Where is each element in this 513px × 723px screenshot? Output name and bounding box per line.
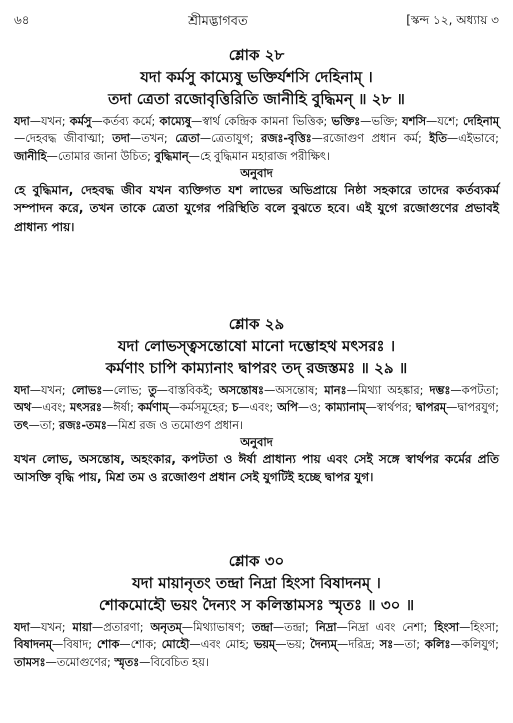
synonym-meaning: তমোগুণের bbox=[56, 655, 107, 669]
synonym-term: রজঃ-বৃত্তিঃ bbox=[261, 132, 312, 146]
synonym-meaning: প্রতারণা bbox=[103, 621, 140, 634]
synonym-term: কাম্যানাম্ bbox=[325, 401, 366, 415]
verse-line: যদা কর্মসু কাম্যেষু ভক্তির্যশসি দেহিনাম্ । bbox=[140, 68, 373, 86]
synonym-term: তন্দ্রা bbox=[251, 621, 273, 634]
synonym-meaning: ও bbox=[309, 401, 318, 415]
book-title: শ্রীমদ্ভাগবত bbox=[188, 13, 248, 29]
synonym-meaning: ঈর্ষা bbox=[113, 401, 131, 415]
synonym-meaning: তা bbox=[39, 418, 52, 432]
chapter-reference: [স্কন্দ ১২, অধ্যায় ৩ bbox=[406, 13, 499, 27]
synonym-term: দৈন্যম্ bbox=[310, 638, 337, 652]
synonym-term: দম্ভঃ bbox=[429, 384, 451, 397]
verse-30 bbox=[14, 550, 499, 671]
synonym-meaning: তখন bbox=[141, 132, 164, 146]
word-meanings: যদা—যখন; কর্মসু—কর্তব্য কর্মে; কাম্যেষু—স্বার্থ কেন্দ্রিক কামনা ভিত্তিক; ভক্তিঃ—ভক্তি; যশসি—যশে; দেহিনাম্—দেহবদ্ধ জীবাত্মা; তদা—তখন; ত্রেতা—ত্রেতাযুগ; রজঃ-বৃত্তিঃ—রজোগুণ প্রধান কর্ম; ইতি—এইভাবে; জানীহি—তোমার জানা উচিত; বুদ্ধিমান্—হে বুদ্ধিমান মহারাজ পরীক্ষিৎ। bbox=[14, 115, 500, 163]
synonym-term: তদা bbox=[112, 132, 130, 146]
synonym-meaning: যশে bbox=[437, 115, 456, 128]
synonym-term: মানঃ bbox=[324, 384, 347, 397]
verse-29 bbox=[14, 313, 499, 487]
synonym-term: মায়া bbox=[72, 621, 92, 634]
synonym-meaning: এবং bbox=[42, 401, 63, 415]
synonym-meaning: মিথ্যা অহঙ্কার bbox=[357, 384, 420, 397]
synonym-term: ভয়ম্ bbox=[253, 638, 276, 652]
translation-heading: অনুবাদ bbox=[240, 165, 273, 180]
synonym-term: তৎ bbox=[14, 418, 29, 432]
synonym-meaning: কপটতা bbox=[461, 384, 496, 397]
synonym-meaning: যখন bbox=[41, 621, 62, 634]
verse-line: যদা লোভস্ত্বসন্তোষো মানো দম্ভোহথ মৎসরঃ । bbox=[117, 337, 396, 355]
translation: হে বুদ্ধিমান, দেহবদ্ধ জীব যখন ব্যক্তিগত যশ লাভের অভিপ্রায়ে নিষ্ঠা সহকারে তাদের কর্তব্যকর্ম সম্পাদন করে, তখন তাকে ত্রেতা যুগের পরিস্থিতি বলে বুঝতে হবে। এই যুগে রজোগুণের প্রভাবই প্রাধান্য পায়। bbox=[14, 182, 499, 234]
synonym-meaning: তন্দ্রা bbox=[284, 621, 306, 634]
synonym-term: ইতি bbox=[429, 132, 447, 146]
synonym-term: অনৃতম্ bbox=[150, 621, 182, 634]
synonym-meaning: কলিযুগ bbox=[461, 638, 496, 652]
synonym-meaning: তোমার জানা উচিত bbox=[57, 149, 148, 163]
synonym-term: ভক্তিঃ bbox=[331, 115, 361, 128]
synonym-meaning: কর্মসমূহের bbox=[179, 401, 225, 415]
synonym-meaning: ত্রেতাযুগ bbox=[211, 132, 250, 146]
synonym-term: শোক bbox=[96, 638, 120, 652]
synonym-term: হিংসা bbox=[434, 621, 460, 634]
synonym-meaning: দ্বাপরযুগ bbox=[457, 401, 496, 415]
verse-line: শোকমোহৌ ভয়ং দৈন্যং স কলিস্তামসঃ স্মৃতঃ ॥ ৩০ ॥ bbox=[98, 596, 415, 614]
translation: যখন লোভ, অসন্তোষ, অহংকার, কপটতা ও ঈর্ষা প্রাধান্য পায় এবং সেই সঙ্গে স্বার্থপর কর্মের প্রতি আসক্তি বৃদ্ধি পায়, মিশ্র তম ও রজোগুণ প্রধান সেই যুগটিই হচ্ছে দ্বাপর যুগ। bbox=[14, 451, 499, 485]
synonym-term: তু bbox=[148, 384, 157, 397]
synonym-term: মোহৌ bbox=[161, 638, 190, 652]
verse-line: কর্মণাং চাপি কাম্যানাং দ্বাপরং তদ্ রজস্তমঃ ॥ ২৯ ॥ bbox=[105, 359, 408, 377]
synonym-term: ত্রেতা bbox=[175, 132, 200, 146]
synonym-term: লোভঃ bbox=[71, 384, 103, 397]
synonym-meaning: শোক bbox=[130, 638, 154, 652]
verse-28 bbox=[14, 44, 499, 236]
synonym-term: রজঃ-তমঃ bbox=[58, 418, 107, 432]
synonym-meaning: বাস্তবিকই bbox=[167, 384, 209, 397]
synonym-meaning: স্বার্থপর bbox=[376, 401, 409, 415]
verse-line: যদা মায়ানৃতং তন্দ্রা নিদ্রা হিংসা বিষাদনম্ । bbox=[132, 574, 381, 592]
page-header bbox=[14, 12, 499, 32]
synonym-term: যদা bbox=[14, 384, 30, 397]
synonym-term: কাম্যেষু bbox=[159, 115, 192, 128]
synonym-term: জানীহি bbox=[14, 149, 47, 163]
verse-heading: শ্লোক ৩০ bbox=[228, 552, 285, 570]
verse-heading: শ্লোক ২৯ bbox=[228, 315, 285, 333]
synonym-term: কর্মণাম্ bbox=[137, 401, 169, 415]
verse-line: তদা ত্রেতা রজোবৃত্তিরিতি জানীহি বুদ্ধিমন্ ॥ ২৮ ॥ bbox=[108, 90, 405, 108]
word-meanings: যদা—যখন; লোভঃ—লোভ; তু—বাস্তবিকই; অসন্তোষঃ—অসন্তোষ; মানঃ—মিথ্যা অহঙ্কার; দম্ভঃ—কপটতা; অথ—এবং; মৎসরঃ—ঈর্ষা; কর্মণাম্—কর্মসমূহের; চ—এবং; অপি—ও; কাম্যানাম্—স্বার্থপর; দ্বাপরম্—দ্বাপরযুগ; তৎ—তা; রজঃ-তমঃ—মিশ্র রজ ও তমোগুণ প্রধান। bbox=[14, 384, 499, 432]
synonym-meaning: কর্তব্য কর্মে bbox=[102, 115, 152, 128]
synonym-term: কলিঃ bbox=[424, 638, 451, 652]
word-meanings: যদা—যখন; মায়া—প্রতারণা; অনৃতম্—মিথ্যাভাষণ; তন্দ্রা—তন্দ্রা; নিদ্রা—নিদ্রা এবং নেশা; হিংসা—হিংসা; বিষাদনম্—বিষাদ; শোক—শোক; মোহৌ—এবং মোহ; ভয়ম্—ভয়; দৈন্যম্—দরিদ্র; সঃ—তা; কলিঃ—কলিযুগ; তামসঃ—তমোগুণের; স্মৃতঃ—বিবেচিত হয়। bbox=[14, 621, 499, 669]
synonym-term: যদা bbox=[14, 115, 30, 128]
synonym-meaning: স্বার্থ কেন্দ্রিক কামনা ভিত্তিক bbox=[202, 115, 324, 128]
synonym-meaning: ভয় bbox=[286, 638, 302, 652]
synonym-term: স্মৃতঃ bbox=[114, 655, 140, 669]
synonym-meaning: মিশ্র রজ ও তমোগুণ প্রধান bbox=[118, 418, 240, 432]
synonym-term: দেহিনাম্ bbox=[463, 115, 500, 128]
synonym-meaning: এইভাবে bbox=[458, 132, 496, 146]
synonym-term: মৎসরঃ bbox=[69, 401, 102, 415]
synonym-meaning: দেহবদ্ধ জীবাত্মা bbox=[25, 132, 101, 146]
synonym-meaning: বিবেচিত হয় bbox=[150, 655, 205, 669]
synonym-meaning: নিদ্রা এবং নেশা bbox=[347, 621, 424, 634]
synonym-meaning: মিথ্যাভাষণ bbox=[193, 621, 242, 634]
synonym-term: চ bbox=[232, 401, 239, 415]
synonym-meaning: তা bbox=[404, 638, 417, 652]
synonym-meaning: হে বুদ্ধিমান মহারাজ পরীক্ষিৎ bbox=[199, 149, 326, 163]
synonym-term: অসন্তোষঃ bbox=[218, 384, 264, 397]
synonym-term: নিদ্রা bbox=[315, 621, 337, 634]
synonym-term: অথ bbox=[14, 401, 32, 415]
synonym-term: সঃ bbox=[379, 638, 394, 652]
synonym-term: দ্বাপরম্ bbox=[415, 401, 447, 415]
synonym-meaning: এবং মোহ bbox=[200, 638, 246, 652]
synonym-meaning: যখন bbox=[41, 384, 62, 397]
synonym-meaning: হিংসা bbox=[470, 621, 496, 634]
verse-heading: শ্লোক ২৮ bbox=[228, 46, 285, 64]
page-number: ৬৪ bbox=[14, 13, 30, 27]
synonym-meaning: বিষাদ bbox=[63, 638, 89, 652]
synonym-meaning: এবং bbox=[249, 401, 270, 415]
synonym-term: বুদ্ধিমান্ bbox=[154, 149, 189, 163]
translation-heading: অনুবাদ bbox=[240, 434, 273, 449]
synonym-term: তামসঃ bbox=[14, 655, 46, 669]
synonym-term: যদা bbox=[14, 621, 30, 634]
synonym-term: বিষাদনম্ bbox=[14, 638, 52, 652]
synonym-meaning: অসন্তোষ bbox=[275, 384, 315, 397]
synonym-meaning: লোভ bbox=[113, 384, 139, 397]
synonym-meaning: রজোগুণ প্রধান কর্ম bbox=[322, 132, 418, 146]
synonym-meaning: ভক্তি bbox=[371, 115, 395, 128]
synonym-term: কর্মসু bbox=[69, 115, 92, 128]
synonym-meaning: দরিদ্র bbox=[348, 638, 372, 652]
synonym-meaning: যখন bbox=[41, 115, 62, 128]
synonym-term: অপি bbox=[277, 401, 298, 415]
synonym-term: যশসি bbox=[402, 115, 426, 128]
